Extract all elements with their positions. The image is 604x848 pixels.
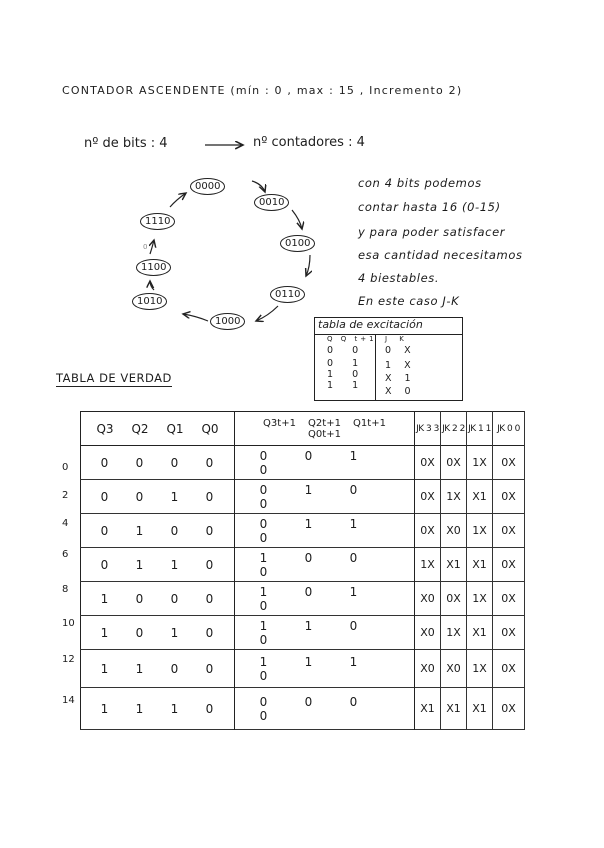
- row-label: 6: [62, 549, 69, 560]
- q-bit: 0: [135, 489, 144, 504]
- jk-cell: 0X: [415, 446, 441, 480]
- next-bit: 1: [259, 584, 268, 599]
- table-row: [81, 446, 525, 480]
- jk-cell: X0: [441, 514, 467, 548]
- row-label: 8: [62, 584, 69, 595]
- jk-cell: X1: [467, 548, 493, 582]
- truth-table-title: TABLA DE VERDAD: [56, 371, 172, 385]
- excitation-row-q: 1 0: [327, 369, 367, 380]
- table-row: [81, 480, 525, 514]
- state-0100: 0100: [280, 235, 315, 252]
- table-row: [81, 650, 525, 688]
- row-label: 12: [62, 654, 75, 665]
- current-state-cell: [81, 514, 235, 548]
- excitation-row-q: 0 0: [327, 345, 367, 356]
- counters-count: nº contadores : 4: [253, 135, 365, 150]
- next-bit: 1: [304, 482, 313, 497]
- next-state-cell: [235, 480, 415, 514]
- next-bit: 0: [304, 694, 313, 709]
- page-title: CONTADOR ASCENDENTE (mín : 0 , max : 15 , Incremento 2): [62, 84, 463, 97]
- next-bit: 0: [349, 550, 358, 565]
- jk-cell: 0X: [493, 548, 525, 582]
- next-bit: 1: [259, 550, 268, 565]
- q-bit: 0: [135, 455, 144, 470]
- state-1000: 1000: [210, 313, 245, 330]
- bits-count: nº de bits : 4: [84, 136, 168, 151]
- jk-cell: 1X: [467, 650, 493, 688]
- next-state-cell: [235, 446, 415, 480]
- next-bit: 1: [349, 516, 358, 531]
- next-bit: 0: [259, 496, 268, 511]
- q-bit: 0: [170, 455, 179, 470]
- next-bit: 1: [349, 654, 358, 669]
- q-bit: 0: [205, 557, 214, 572]
- jk-cell: 0X: [493, 616, 525, 650]
- jk-cell: 0X: [493, 480, 525, 514]
- jk-cell: 0X: [493, 514, 525, 548]
- next-state-cell: [235, 688, 415, 730]
- q-bit: 0: [170, 523, 179, 538]
- q-bit: 1: [100, 591, 109, 606]
- state-1110: 1110: [140, 213, 175, 230]
- excitation-row-jk: X 0: [385, 386, 416, 397]
- next-bit: 0: [259, 598, 268, 613]
- next-bit: 1: [304, 654, 313, 669]
- next-bit: 0: [259, 668, 268, 683]
- jk-cell: X1: [441, 688, 467, 730]
- current-state-cell: [81, 548, 235, 582]
- state-1010: 1010: [132, 293, 167, 310]
- row-label: 14: [62, 695, 75, 706]
- q-bit: 0: [170, 591, 179, 606]
- header-next: Q0t+1: [308, 428, 341, 440]
- q-bit: 0: [205, 625, 214, 640]
- row-label: 4: [62, 518, 69, 529]
- header-jk: JK 0 0: [493, 412, 525, 446]
- jk-cell: 0X: [493, 446, 525, 480]
- next-bit: 1: [304, 618, 313, 633]
- excitation-vertical-divider: [375, 334, 376, 400]
- q-bit: 0: [170, 661, 179, 676]
- jk-cell: X0: [415, 582, 441, 616]
- next-bit: 1: [349, 584, 358, 599]
- jk-cell: X1: [415, 688, 441, 730]
- q-bit: 1: [100, 625, 109, 640]
- jk-cell: 0X: [415, 514, 441, 548]
- jk-cell: X0: [441, 650, 467, 688]
- table-row: [81, 616, 525, 650]
- jk-cell: 1X: [441, 616, 467, 650]
- header-next: Q1t+1: [353, 417, 386, 429]
- excitation-table: [314, 317, 463, 401]
- q-bit: 0: [205, 489, 214, 504]
- excitation-row-jk: 1 X: [385, 360, 416, 371]
- jk-cell: X0: [415, 650, 441, 688]
- header-jk: JK 2 2: [441, 412, 467, 446]
- next-bit: 0: [349, 482, 358, 497]
- q-bit: 1: [135, 701, 144, 716]
- q-bit: 0: [100, 455, 109, 470]
- jk-cell: 0X: [441, 582, 467, 616]
- q-bit: 0: [205, 455, 214, 470]
- excitation-header-left: Q Q t+1: [327, 335, 377, 343]
- jk-cell: X1: [467, 480, 493, 514]
- next-bit: 1: [259, 654, 268, 669]
- next-bit: 0: [259, 632, 268, 647]
- q-bit: 1: [170, 557, 179, 572]
- state-0010: 0010: [254, 194, 289, 211]
- note-line: contar hasta 16 (0-15): [358, 200, 501, 214]
- next-bit: 0: [259, 516, 268, 531]
- current-state-cell: [81, 616, 235, 650]
- next-bit: 1: [259, 618, 268, 633]
- jk-cell: X1: [467, 616, 493, 650]
- next-bit: 0: [304, 448, 313, 463]
- current-state-cell: [81, 582, 235, 616]
- excitation-header-right: J K: [385, 335, 409, 343]
- next-state-cell: [235, 650, 415, 688]
- q-bit: 1: [170, 489, 179, 504]
- q-bit: 0: [205, 701, 214, 716]
- next-state-cell: [235, 616, 415, 650]
- jk-cell: 1X: [467, 514, 493, 548]
- next-bit: 0: [259, 448, 268, 463]
- note-line: esa cantidad necesitamos: [358, 248, 523, 262]
- next-state-cell: [235, 514, 415, 548]
- header-q: Q3: [96, 421, 114, 436]
- excitation-table-title: tabla de excitación: [318, 318, 423, 331]
- state-0000: 0000: [190, 178, 225, 195]
- header-next: Q3t+1: [263, 417, 296, 429]
- row-label: 2: [62, 490, 69, 501]
- jk-cell: 1X: [441, 480, 467, 514]
- row-label: 0: [62, 462, 69, 473]
- excitation-row-jk: 0 X: [385, 345, 416, 356]
- next-bit: 0: [259, 482, 268, 497]
- q-bit: 0: [100, 489, 109, 504]
- header-jk: JK 3 3: [415, 412, 441, 446]
- next-bit: 0: [349, 618, 358, 633]
- jk-cell: 1X: [467, 582, 493, 616]
- next-bit: 0: [259, 462, 268, 477]
- note-line: En este caso J-K: [358, 294, 460, 308]
- state-1100: 1100: [136, 259, 171, 276]
- excitation-row-q: 1 1: [327, 380, 367, 391]
- q-bit: 0: [205, 523, 214, 538]
- truth-table: [80, 411, 525, 730]
- next-bit: 1: [304, 516, 313, 531]
- q-bit: 1: [100, 661, 109, 676]
- q-bit: 1: [135, 661, 144, 676]
- next-bit: 0: [259, 564, 268, 579]
- note-line: 4 biestables.: [358, 271, 440, 285]
- header-q: Q1: [166, 421, 184, 436]
- note-line: y para poder satisfacer: [358, 225, 506, 239]
- q-bit: 0: [100, 557, 109, 572]
- header-q: Q2: [131, 421, 149, 436]
- next-bit: 0: [349, 694, 358, 709]
- row-label: 10: [62, 618, 75, 629]
- header-current-state: [81, 412, 235, 446]
- jk-cell: 0X: [493, 582, 525, 616]
- next-bit: 0: [304, 584, 313, 599]
- q-bit: 0: [135, 591, 144, 606]
- next-bit: 0: [304, 550, 313, 565]
- q-bit: 1: [100, 701, 109, 716]
- next-bit: 0: [259, 694, 268, 709]
- current-state-cell: [81, 446, 235, 480]
- jk-cell: X1: [467, 688, 493, 730]
- q-bit: 1: [135, 523, 144, 538]
- next-bit: 1: [349, 448, 358, 463]
- q-bit: 0: [205, 661, 214, 676]
- jk-cell: X1: [441, 548, 467, 582]
- jk-cell: 1X: [467, 446, 493, 480]
- q-bit: 0: [100, 523, 109, 538]
- state-0110: 0110: [270, 286, 305, 303]
- jk-cell: 0X: [415, 480, 441, 514]
- jk-cell: 0X: [493, 688, 525, 730]
- header-next: Q2t+1: [308, 417, 341, 429]
- q-bit: 0: [135, 625, 144, 640]
- current-state-cell: [81, 688, 235, 730]
- jk-cell: X0: [415, 616, 441, 650]
- current-state-cell: [81, 650, 235, 688]
- table-row: [81, 548, 525, 582]
- header-q: Q0: [201, 421, 219, 436]
- header-next-state: [235, 412, 415, 446]
- truth-header-row: [81, 412, 525, 446]
- q-bit: 1: [170, 701, 179, 716]
- next-bit: 0: [259, 530, 268, 545]
- q-bit: 1: [170, 625, 179, 640]
- next-bit: 0: [259, 708, 268, 723]
- excitation-row-jk: X 1: [385, 373, 416, 384]
- excitation-row-q: 0 1: [327, 358, 367, 369]
- q-bit: 0: [205, 591, 214, 606]
- table-row: [81, 688, 525, 730]
- header-jk: JK 1 1: [467, 412, 493, 446]
- note-line: con 4 bits podemos: [358, 176, 482, 190]
- q-bit: 1: [135, 557, 144, 572]
- next-state-cell: [235, 582, 415, 616]
- table-row: [81, 514, 525, 548]
- next-state-cell: [235, 548, 415, 582]
- jk-cell: 0X: [441, 446, 467, 480]
- current-state-cell: [81, 480, 235, 514]
- jk-cell: 1X: [415, 548, 441, 582]
- stray-mark: 0: [143, 243, 148, 251]
- table-row: [81, 582, 525, 616]
- jk-cell: 0X: [493, 650, 525, 688]
